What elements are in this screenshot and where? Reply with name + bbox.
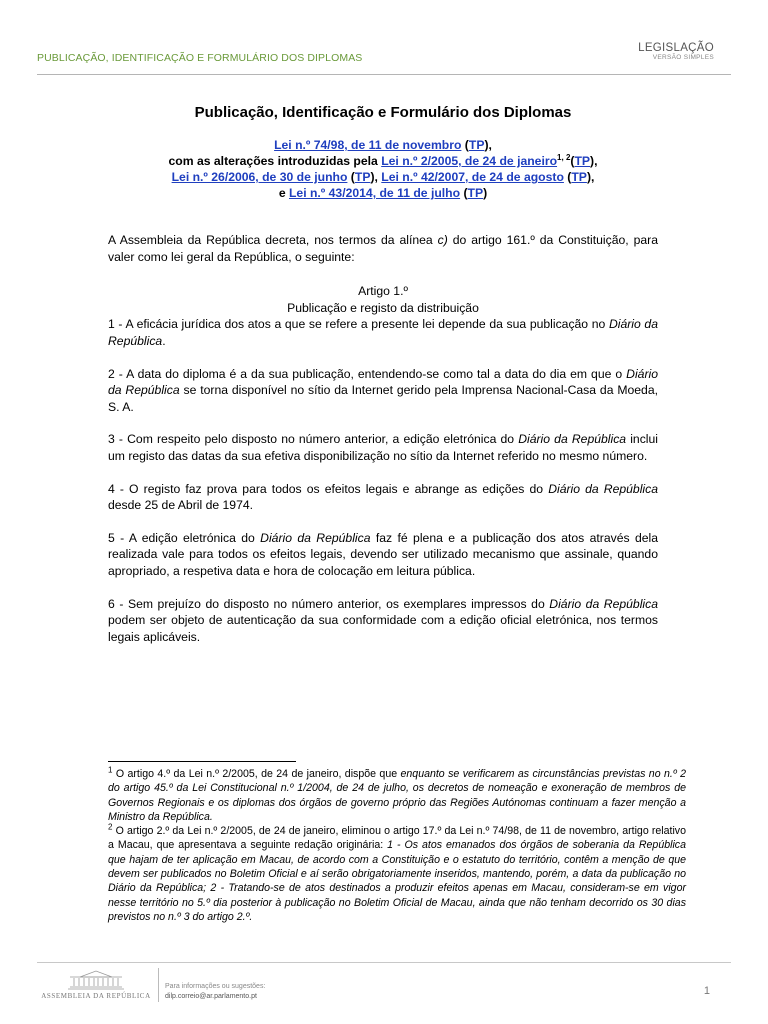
paragraph-1: 1 - A eficácia jurídica dos atos a que se refere a presente lei depende da sua publicação no Diário da República. bbox=[108, 317, 658, 348]
document-body bbox=[108, 100, 658, 645]
footnote-divider bbox=[108, 761, 296, 762]
footnote-1: $^1$ O artigo 4.º da Lei n.º 2/2005, de 24 de janeiro, dispõe que enquanto se verificarem as circunstâncias previstas no n.º 2 do artigo 45.º da Lei Constitucional n.º 1/2004, de 24 de julho, os decretos de nomeação e exoneração de membros de Governos Regionais e os diplomas dos órgãos de governo próprio das Regiões Autónomas continuam a fazer menção a Ministro da República. bbox=[108, 765, 686, 823]
paragraph-2: 2 - A data do diploma é a da sua publicação, entendendo-se como tal a data do dia em que o Diário da República se torna disponível no sítio da Internet gerido pela Imprensa Nacional-Casa da Moeda, S. A. bbox=[108, 366, 658, 414]
footnote-2: $^2$ O artigo 2.º da Lei n.º 2/2005, de 24 de janeiro, eliminou o artigo 17.º da Lei n.º 74/98, de 11 de novembro, artigo relativo a Macau, que apresentava a seguinte redação originária: 1 - Os atos emanados dos órgãos de soberania da República que hajam de ter aplicação em Macau, de acordo com a Constituição e o estatuto do território, contêm a menção de que devem ser publicados no Boletim Oficial e aí serão obrigatoriamente inseridos, mantendo, porém, a data da publicação no Diário da República; 2 - Tratando-se de atos destinados a produzir efeitos apenas em Macau, consideram-se em vigor nesse território no 5.º dia posterior à publicação no Boletim Oficial de Macau, ainda que não tenham decorrido os 30 dias previstos no n.º 3 do artigo 2.º. bbox=[108, 822, 686, 923]
link-lei-74-98[interactable]: Lei n.º 74/98, de 11 de novembro bbox=[274, 138, 462, 152]
footer-info-label: Para informações ou sugestões: bbox=[165, 983, 266, 990]
link-lei-42-2007[interactable]: Lei n.º 42/2007, de 24 de agosto bbox=[381, 170, 564, 184]
footer-info bbox=[165, 982, 265, 1002]
link-tp-5[interactable]: TP bbox=[467, 186, 484, 200]
link-tp-4[interactable]: TP bbox=[571, 170, 587, 184]
versao-label: VERSÃO SIMPLES bbox=[652, 54, 714, 61]
article-number: Artigo 1.º bbox=[358, 284, 408, 299]
footnotes bbox=[108, 767, 686, 924]
footer-divider bbox=[37, 962, 731, 963]
parliament-building-icon bbox=[40, 968, 152, 990]
page-header bbox=[0, 0, 768, 78]
law-references: Lei n.º 74/98, de 11 de novembro (TP), com as alterações introduzidas pela Lei n.º 2/2005, de 24 de janeiro$^{1, 2}$(TP), Lei n.º 26/2006, de 30 de junho (TP), Lei n.º 42/2007, de 24 de agosto (TP), e Lei n.º 43/2014, de 11 de julho (TP) bbox=[168, 138, 598, 200]
article-title: Publicação e registo da distribuição bbox=[287, 300, 479, 315]
logo-text: ASSEMBLEIA DA REPÚBLICA bbox=[41, 992, 151, 1000]
document-title: Publicação, Identificação e Formulário dos Diplomas bbox=[194, 104, 572, 121]
alteracoes-text: com as alterações introduzidas pela bbox=[168, 154, 378, 168]
page-number: 1 bbox=[703, 985, 710, 997]
header-badge bbox=[638, 42, 714, 61]
footer-email[interactable]: dilp.correio@ar.parlamento.pt bbox=[165, 993, 257, 1000]
link-tp-2[interactable]: TP bbox=[574, 154, 591, 168]
assembleia-logo bbox=[40, 968, 152, 1004]
paragraph-6: 6 - Sem prejuízo do disposto no número anterior, os exemplares impressos do Diário da República podem ser objeto de autenticação da sua conformidade com a edição oficial eletrónica, nos termos legais aplicáveis. bbox=[108, 596, 658, 644]
link-tp-3[interactable]: TP bbox=[354, 170, 371, 184]
paragraph-5: 5 - A edição eletrónica do Diário da República faz fé plena e a publicação dos atos através dela realizada vale para todos os efeitos legais, devendo ser utilizado mecanismo que assinale, quando apropriado, a respetiva data e hora de colocação em leitura pública. bbox=[108, 530, 658, 578]
link-lei-43-2014[interactable]: Lei n.º 43/2014, de 11 de julho bbox=[288, 186, 461, 200]
intro-paragraph: A Assembleia da República decreta, nos termos da alínea c) do artigo 161.º da Constituição, para valer como lei geral da República, o seguinte: bbox=[108, 233, 658, 264]
footnote-ref[interactable]: 1, 2 bbox=[557, 152, 571, 162]
and-text: e bbox=[278, 186, 286, 200]
link-lei-2-2005[interactable]: Lei n.º 2/2005, de 24 de janeiro bbox=[381, 154, 558, 168]
link-tp-1[interactable]: TP bbox=[468, 138, 485, 152]
article-heading bbox=[108, 283, 658, 316]
paragraph-3: 3 - Com respeito pelo disposto no número anterior, a edição eletrónica do Diário da República inclui um registo das datas da sua efetiva disponibilização no sítio da Internet referido no mesmo número. bbox=[108, 432, 658, 463]
paragraph-4: 4 - O registo faz prova para todos os efeitos legais e abrange as edições do Diário da República desde 25 de Abril de 1974. bbox=[108, 481, 658, 513]
legislacao-label: LEGISLAÇÃO bbox=[638, 42, 714, 54]
link-lei-26-2006[interactable]: Lei n.º 26/2006, de 30 de junho bbox=[171, 170, 348, 184]
footer-separator bbox=[158, 968, 159, 1002]
section-title: PUBLICAÇÃO, IDENTIFICAÇÃO E FORMULÁRIO DOS DIPLOMAS bbox=[37, 52, 363, 64]
header-divider bbox=[37, 74, 731, 75]
